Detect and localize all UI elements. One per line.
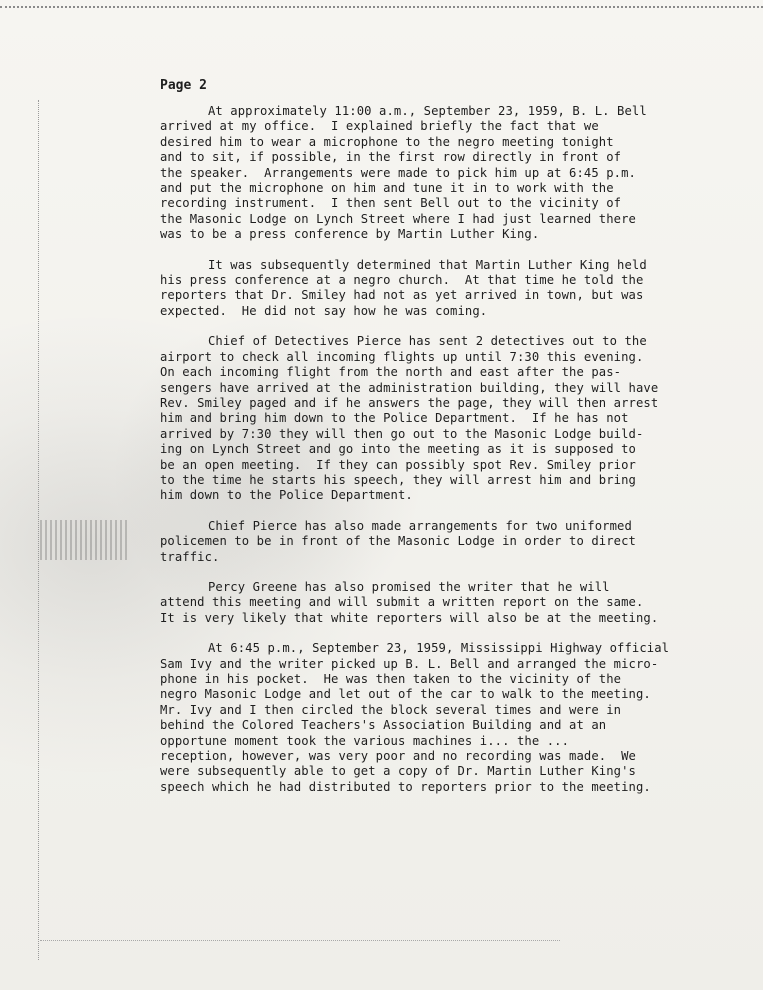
text-line: reporters that Dr. Smiley had not as yet arrived in town, but was	[160, 288, 644, 303]
text-line: be an open meeting. If they can possibly spot Rev. Smiley prior	[160, 457, 636, 472]
paragraph	[160, 334, 760, 503]
text-line: him and bring him down to the Police Department. If he has not	[160, 411, 629, 426]
text-line: and put the microphone on him and tune it in to work with the	[160, 181, 614, 196]
text-line: behind the Colored Teachers's Association Building and at an	[160, 718, 607, 733]
text-line: attend this meeting and will submit a written report on the same.	[160, 595, 644, 610]
text-line: Chief Pierce has also made arrangements for two uniformed	[208, 518, 632, 533]
text-line: Percy Greene has also promised the writer that he will	[208, 579, 610, 594]
text-line: were subsequently able to get a copy of Dr. Martin Luther King's	[160, 764, 636, 779]
text-line: arrived at my office. I explained briefly the fact that we	[160, 119, 599, 134]
text-line: traffic.	[160, 549, 220, 564]
text-line: the Masonic Lodge on Lynch Street where I had just learned there	[160, 211, 636, 226]
text-line: the speaker. Arrangements were made to pick him up at 6:45 p.m.	[160, 165, 636, 180]
text-line: Sam Ivy and the writer picked up B. L. Bell and arranged the micro-	[160, 656, 659, 671]
text-line: arrived by 7:30 they will then go out to the Masonic Lodge build-	[160, 426, 644, 441]
page-number-label: Page 2	[160, 78, 207, 93]
scan-artifact	[40, 520, 130, 560]
text-line: Chief of Detectives Pierce has sent 2 detectives out to the	[208, 334, 647, 349]
text-line: It was subsequently determined that Martin Luther King held	[208, 257, 647, 272]
text-line: It is very likely that white reporters will also be at the meeting.	[160, 610, 659, 625]
text-line: to the time he starts his speech, they will arrest him and bring	[160, 472, 636, 487]
text-line: recording instrument. I then sent Bell out to the vicinity of	[160, 196, 622, 211]
text-line: speech which he had distributed to reporters prior to the meeting.	[160, 779, 651, 794]
top-dotted-edge	[0, 6, 763, 8]
paragraph	[160, 519, 760, 565]
text-line: expected. He did not say how he was coming.	[160, 303, 488, 318]
paragraph	[160, 580, 760, 626]
text-line: Mr. Ivy and I then circled the block several times and were in	[160, 702, 622, 717]
document-body	[160, 104, 760, 810]
paragraph	[160, 258, 760, 320]
text-line: him down to the Police Department.	[160, 488, 413, 503]
text-line: ing on Lynch Street and go into the meeting as it is supposed to	[160, 442, 636, 457]
text-line: At approximately 11:00 a.m., September 23, 1959, B. L. Bell	[208, 104, 647, 118]
text-line: reception, however, was very poor and no recording was made. We	[160, 749, 636, 764]
left-binding-edge	[38, 100, 39, 960]
text-line: phone in his pocket. He was then taken to the vicinity of the	[160, 672, 622, 686]
text-line: Rev. Smiley paged and if he answers the page, they will then arrest	[160, 395, 659, 410]
paragraph	[160, 104, 760, 243]
text-line: was to be a press conference by Martin Luther King.	[160, 227, 540, 242]
text-line: desired him to wear a microphone to the negro meeting tonight	[160, 134, 614, 149]
bottom-dotted-edge	[40, 940, 560, 941]
text-line: policemen to be in front of the Masonic Lodge in order to direct	[160, 534, 636, 549]
text-line: his press conference at a negro church. At that time he told the	[160, 273, 644, 288]
text-line: opportune moment took the various machines i... the ...	[160, 733, 570, 748]
text-line: airport to check all incoming flights up until 7:30 this evening.	[160, 349, 644, 364]
text-line: and to sit, if possible, in the first row directly in front of	[160, 150, 622, 165]
paragraph	[160, 641, 760, 795]
text-line: sengers have arrived at the administration building, they will have	[160, 380, 659, 395]
text-line: negro Masonic Lodge and let out of the car to walk to the meeting.	[160, 687, 651, 702]
text-line: At 6:45 p.m., September 23, 1959, Mississippi Highway official	[208, 641, 670, 656]
text-line: On each incoming flight from the north and east after the pas-	[160, 365, 622, 380]
